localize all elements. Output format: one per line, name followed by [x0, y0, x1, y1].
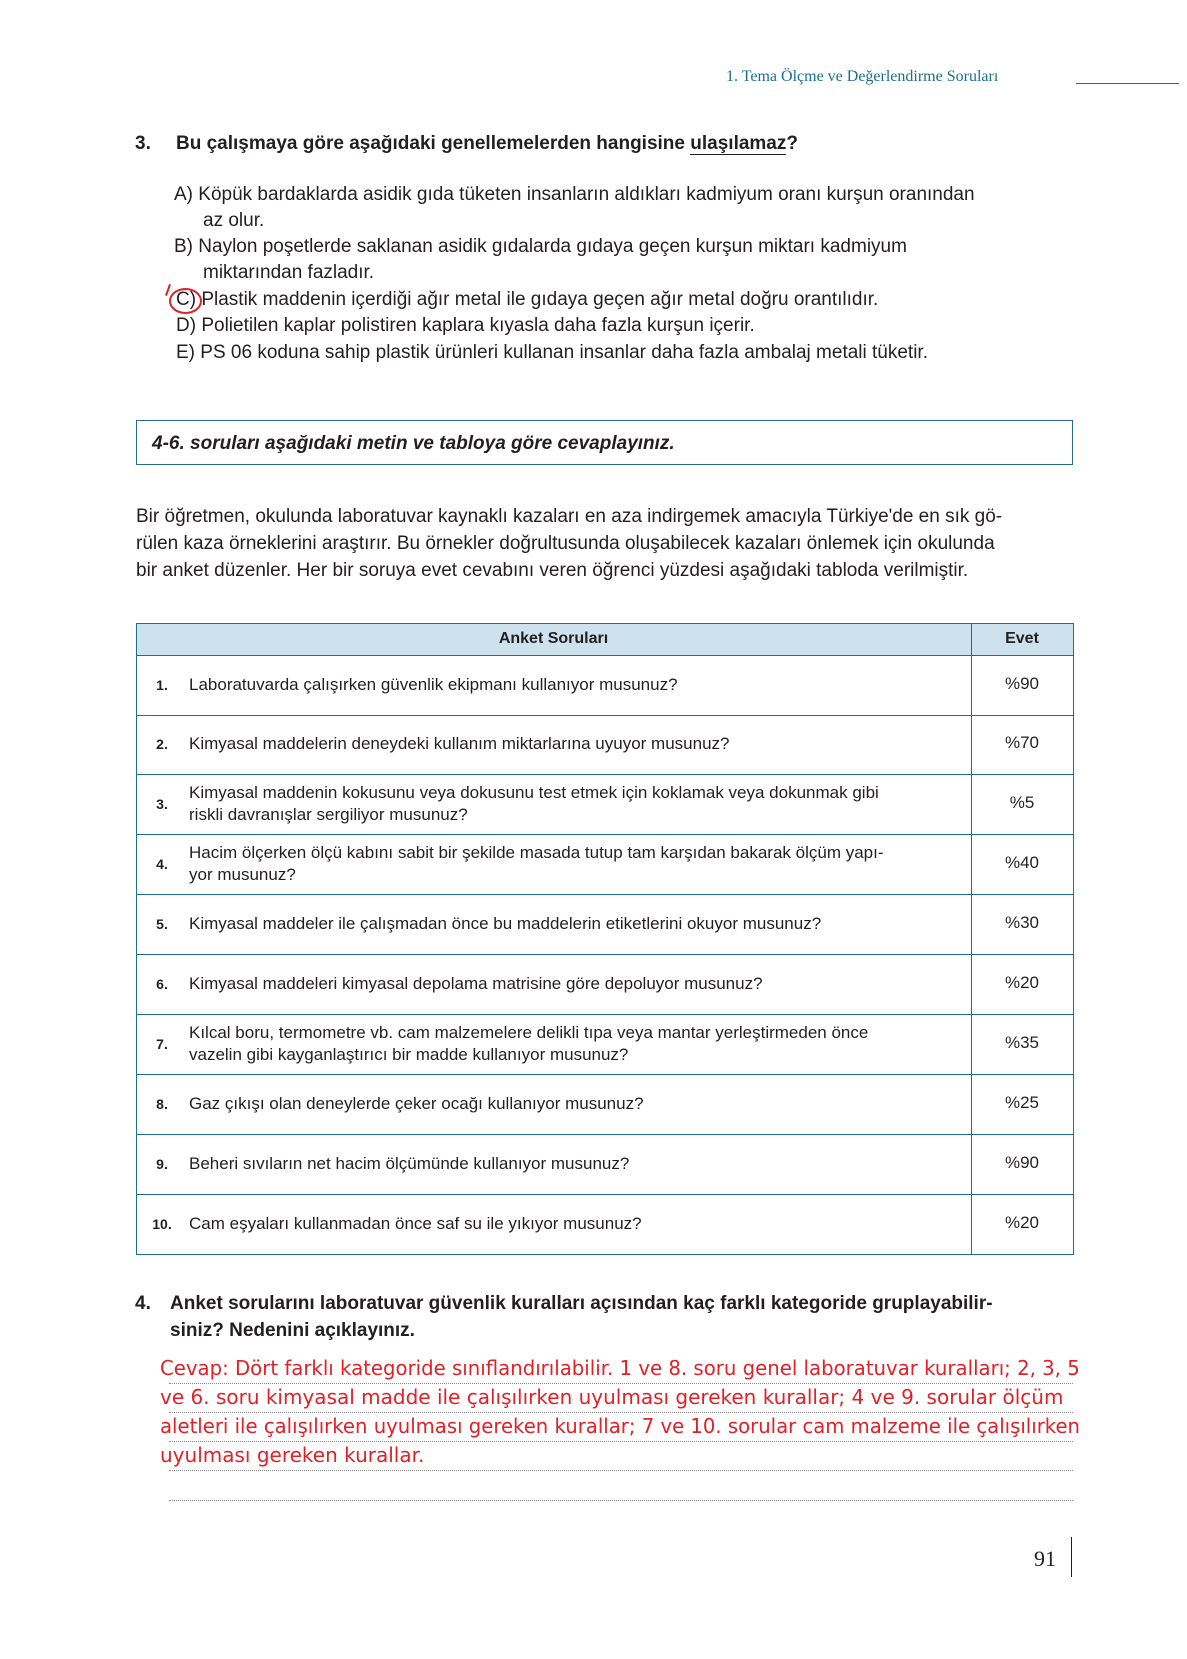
answer-dotted-line — [169, 1383, 1073, 1384]
table-row-yes-value: %35 — [1004, 1033, 1040, 1052]
answer-circle-mark — [169, 288, 202, 314]
option-b-line-1: B) Naylon poşetlerde saklanan asidik gıdalarda gıdaya geçen kurşun miktarı kadmiyum — [174, 236, 907, 257]
table-row-number: 6. — [156, 976, 168, 992]
table-row-number: 5. — [156, 916, 168, 932]
table-row-divider — [136, 1074, 1074, 1075]
page-header-title: 1. Tema Ölçme ve Değerlendirme Soruları — [726, 68, 999, 85]
table-row-yes-value: %25 — [1004, 1093, 1040, 1112]
table-row-number: 4. — [156, 856, 168, 872]
survey-table — [136, 623, 1074, 1255]
table-header-yes: Evet — [1005, 630, 1039, 647]
option-a-line-2: az olur. — [203, 210, 265, 231]
table-row-yes-value: %20 — [1004, 1213, 1040, 1232]
table-row-number: 9. — [156, 1156, 168, 1172]
question-3-number: 3. — [135, 133, 151, 154]
question-4-line-1: Anket sorularını laboratuvar güvenlik kuralları açısından kaç farklı kategoride gruplayabilir- — [170, 1293, 993, 1314]
table-row-divider — [136, 1194, 1074, 1195]
table-row-question-line-2: riskli davranışlar sergiliyor musunuz? — [189, 805, 468, 824]
intro-line-1: Bir öğretmen, okulunda laboratuvar kaynaklı kazaları en aza indirgemek amacıyla Türkiye'de en sık gö- — [136, 506, 1003, 527]
option-c: C) Plastik maddenin içerdiği ağır metal ile gıdaya geçen ağır metal doğru orantılıdır. — [176, 289, 879, 310]
table-row-question: Kimyasal maddeler ile çalışmadan önce bu maddelerin etiketlerini okuyor musunuz? — [189, 914, 822, 933]
page-number: 91 — [1034, 1546, 1056, 1571]
table-row-question-line-1: Kimyasal maddenin kokusunu veya dokusunu test etmek için koklamak veya dokunmak gibi — [189, 783, 879, 802]
option-b-line-2: miktarından fazladır. — [203, 262, 375, 283]
handwritten-answer-line-4: uyulması gereken kurallar. — [160, 1443, 425, 1467]
table-row-number: 1. — [156, 677, 168, 693]
table-row-question: Cam eşyaları kullanmadan önce saf su ile yıkıyor musunuz? — [189, 1214, 642, 1233]
table-border-top — [136, 623, 1074, 624]
question-4-line-2: siniz? Nedenini açıklayınız. — [170, 1320, 415, 1341]
table-header-questions: Anket Soruları — [498, 630, 609, 647]
table-header-divider — [136, 655, 1074, 656]
question-3-text — [176, 133, 798, 155]
table-row-yes-value: %40 — [1004, 853, 1040, 872]
option-e: E) PS 06 koduna sahip plastik ürünleri kullanan insanlar daha fazla ambalaj metali tüketir. — [176, 342, 928, 363]
option-d: D) Polietilen kaplar polistiren kaplara kıyasla daha fazla kurşun içerir. — [176, 315, 755, 336]
answer-dotted-line — [169, 1500, 1073, 1501]
table-row-number: 7. — [156, 1036, 168, 1052]
table-row-yes-value: %20 — [1004, 973, 1040, 992]
table-row-question-line-1: Hacim ölçerken ölçü kabını sabit bir şekilde masada tutup tam karşıdan bakarak ölçüm yapı- — [189, 843, 884, 862]
option-a-line-1: A) Köpük bardaklarda asidik gıda tüketen insanların aldıkları kadmiyum oranı kurşun oranından — [174, 184, 975, 205]
table-row-number: 10. — [152, 1216, 172, 1232]
table-row-question-line-2: vazelin gibi kayganlaştırıcı bir madde kullanıyor musunuz? — [189, 1045, 629, 1064]
answer-dotted-line — [169, 1441, 1073, 1442]
instruction-text: 4-6. soruları aşağıdaki metin ve tabloya göre cevaplayınız. — [152, 433, 675, 454]
table-row-yes-value: %30 — [1004, 913, 1040, 932]
question-3-underlined-word: ulaşılamaz — [690, 133, 787, 154]
intro-line-3: bir anket düzenler. Her bir soruya evet cevabını veren öğrenci yüzdesi aşağıdaki tabloda verilmiştir. — [136, 560, 969, 581]
answer-dotted-line — [169, 1412, 1073, 1413]
table-row-yes-value: %90 — [1004, 1153, 1040, 1172]
question-3-text-after: ? — [786, 133, 798, 154]
handwritten-answer-line-2: ve 6. soru kimyasal madde ile çalışılırken uyulması gereken kurallar; 4 ve 9. sorular ölçüm — [160, 1385, 1064, 1409]
table-row-divider — [136, 834, 1074, 835]
instruction-box — [136, 420, 1073, 465]
table-row-divider — [136, 894, 1074, 895]
table-row-question: Gaz çıkışı olan deneylerde çeker ocağı kullanıyor musunuz? — [189, 1094, 644, 1113]
page-number-rule — [1071, 1537, 1072, 1577]
question-3-text-before: Bu çalışmaya göre aşağıdaki genellemelerden hangisine — [176, 133, 691, 154]
table-row-number: 3. — [156, 796, 168, 812]
table-row-question: Kimyasal maddeleri kimyasal depolama matrisine göre depoluyor musunuz? — [189, 974, 763, 993]
table-row-divider — [136, 715, 1074, 716]
table-row-number: 8. — [156, 1096, 168, 1112]
table-row-divider — [136, 774, 1074, 775]
table-border-right — [1073, 623, 1074, 1255]
table-row-divider — [136, 1134, 1074, 1135]
answer-dotted-line — [169, 1470, 1073, 1471]
handwritten-answer-line-1: Cevap: Dört farklı kategoride sınıflandırılabilir. 1 ve 8. soru genel laboratuvar kuralları; 2, 3, 5 — [160, 1356, 1080, 1380]
intro-line-2: rülen kaza örneklerini araştırır. Bu örnekler doğrultusunda oluşabilecek kazaları önlemek için okulunda — [136, 533, 995, 554]
table-row-question: Kimyasal maddelerin deneydeki kullanım miktarlarına uyuyor musunuz? — [189, 734, 730, 753]
header-rule — [1076, 83, 1179, 84]
table-row-question-line-1: Kılcal boru, termometre vb. cam malzemelere delikli tıpa veya mantar yerleştirmeden önce — [189, 1023, 869, 1042]
table-row-number: 2. — [156, 736, 168, 752]
table-row-yes-value: %70 — [1004, 733, 1040, 752]
table-row-question: Laboratuvarda çalışırken güvenlik ekipmanı kullanıyor musunuz? — [189, 675, 678, 694]
table-row-question: Beheri sıvıların net hacim ölçümünde kullanıyor musunuz? — [189, 1154, 630, 1173]
handwritten-answer-line-3: aletleri ile çalışılırken uyulması gereken kurallar; 7 ve 10. sorular cam malzeme ile çalışılırken — [160, 1414, 1081, 1438]
table-row-divider — [136, 1014, 1074, 1015]
table-border-bottom — [136, 1254, 1074, 1255]
table-row-yes-value: %90 — [1004, 674, 1040, 693]
table-row-yes-value: %5 — [1009, 793, 1035, 812]
question-4-number: 4. — [135, 1293, 151, 1314]
table-row-divider — [136, 954, 1074, 955]
table-row-question-line-2: yor musunuz? — [189, 865, 296, 884]
